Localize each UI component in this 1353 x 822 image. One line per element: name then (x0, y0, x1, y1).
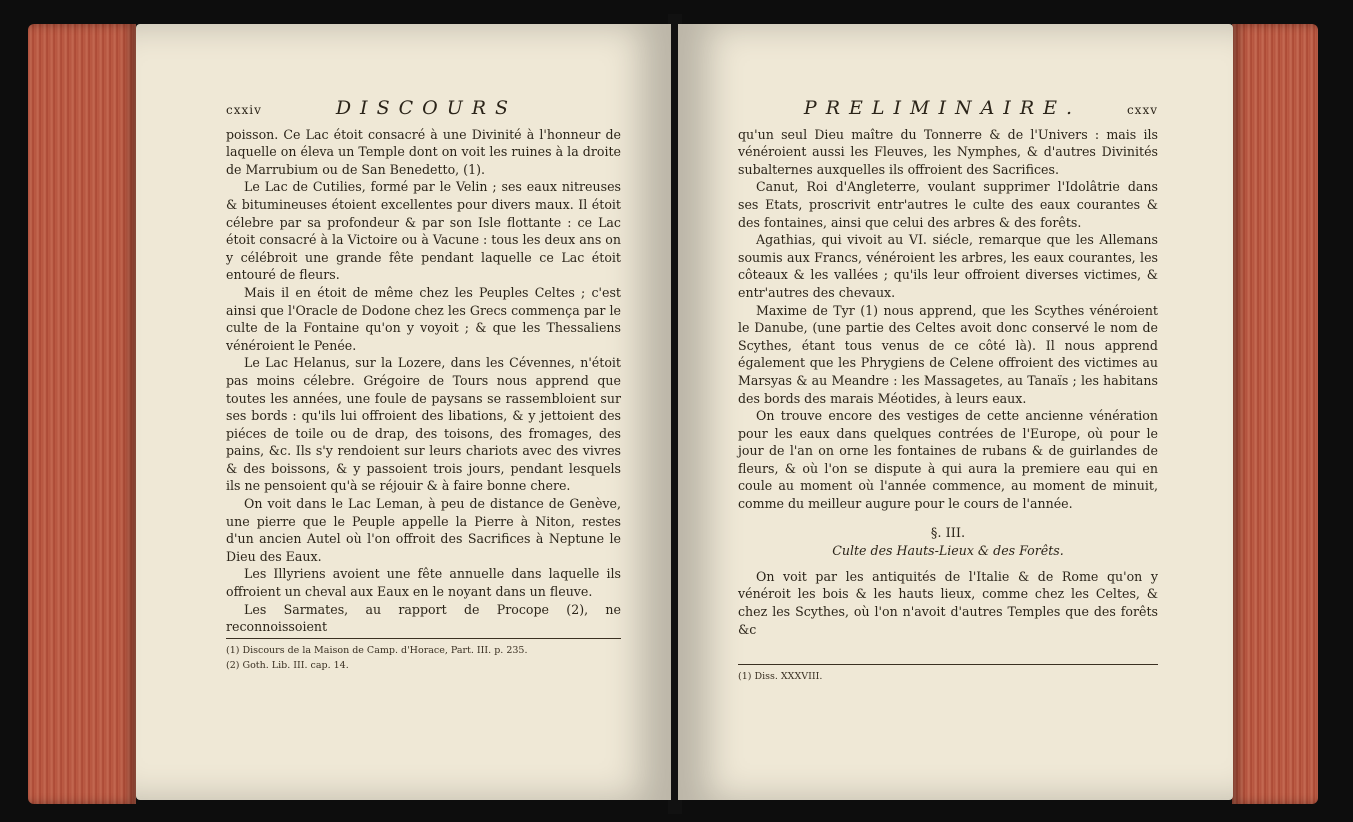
right-paragraph-4: Maxime de Tyr (1) nous apprend, que les Scythes vénéroient le Danube, (une partie des Celtes avoit donc conservé le nom de Scythes, étant tous venus de ce côté là). Il nous apprend également que les Phrygiens de Celene offroient des victimes au Marsyas & au Meandre : les Massagetes, au Tanaïs ; les habitans des bords des marais Méotides, à leurs eaux. (738, 302, 1158, 406)
right-running-head (738, 97, 1158, 120)
right-page-edges (1232, 24, 1318, 804)
right-page-number: cxxv (1126, 103, 1158, 117)
left-page-number: cxxiv (226, 103, 262, 117)
right-paragraph-1: qu'un seul Dieu maître du Tonnerre & de l'Univers : mais ils vénéroient aussi les Fleuves, les Nymphes, & d'autres Divinités subalternes auxquelles ils offroient des Sacrifices. (738, 126, 1158, 177)
right-footnote-1: (1) Diss. XXXVIII. (738, 671, 823, 682)
left-paragraph-5: On voit dans le Lac Leman, à peu de distance de Genève, une pierre que le Peuple appelle la Pierre à Niton, restes d'un ancien Autel où l'on offroit des Sacrifices à Neptune le Dieu des Eaux. (226, 496, 621, 564)
section-subtitle: Culte des Hauts-Lieux & des Forêts. (832, 543, 1064, 559)
section-heading: §. III. (930, 525, 966, 541)
left-page-edges (28, 24, 136, 804)
left-page (136, 24, 671, 800)
left-running-title: DISCOURS (335, 97, 518, 119)
left-paragraph-1: poisson. Ce Lac étoit consacré à une Divinité à l'honneur de laquelle on éleva un Temple dont on voit les ruines à la droite de Marrubium ou de San Benedetto, (1). (226, 126, 621, 177)
left-paragraph-7: Les Sarmates, au rapport de Procope (2), ne reconnoissoient (226, 601, 621, 635)
left-paragraph-4: Le Lac Helanus, sur la Lozere, dans les Cévennes, n'étoit pas moins célebre. Grégoire de Tours nous apprend que toutes les années, une foule de paysans se rassembloient sur ses bords : qu'ils lui offroient des libations, & y jettoient des piéces de toile ou de drap, des toisons, des fromages, des pains, &c. Ils s'y rendoient sur leurs chariots avec des vivres & des boissons, & y passoient trois jours, pendant lesquels ils ne pensoient qu'à se réjouir & à faire bonne chere. (226, 355, 621, 494)
open-book (28, 14, 1328, 814)
right-running-title: PRELIMINAIRE. (803, 97, 1082, 119)
right-paragraph-3: Agathias, qui vivoit au VI. siécle, remarque que les Allemans soumis aux Francs, vénéroient les arbres, les eaux courantes, les côteaux & les vallées ; qu'ils leur offroient diverses victimes, & entr'autres des chevaux. (738, 232, 1158, 300)
left-paragraph-6: Les Illyriens avoient une fête annuelle dans laquelle ils offroient un cheval aux Eaux en le noyant dans un fleuve. (226, 566, 621, 600)
right-page (678, 24, 1233, 800)
right-page-text (738, 97, 1158, 638)
right-paragraph-2: Canut, Roi d'Angleterre, voulant supprimer l'Idolâtrie dans ses Etats, proscrivit entr'autres le culte des eaux courantes & des fontaines, ainsi que celui des arbres & des forêts. (738, 179, 1158, 230)
left-footnote-1: (1) Discours de la Maison de Camp. d'Horace, Part. III. p. 235. (226, 645, 528, 656)
right-paragraph-5: On trouve encore des vestiges de cette ancienne vénération pour les eaux dans quelques contrées de l'Europe, où pour le jour de l'an on orne les fontaines de rubans & de guirlandes de fleurs, & où l'on se dispute à qui aura la premiere eau qui en coule au moment où l'année commence, au moment de minuit, comme du meilleur augure pour le cours de l'année. (738, 408, 1158, 512)
right-footnotes (738, 664, 1158, 684)
left-running-head (226, 97, 621, 120)
left-footnote-2: (2) Goth. Lib. III. cap. 14. (226, 660, 349, 671)
left-paragraph-3: Mais il en étoit de même chez les Peuples Celtes ; c'est ainsi que l'Oracle de Dodone chez les Grecs commença par le culte de la Fontaine qu'on y voyoit ; & que les Thessaliens vénéroient le Penée. (226, 284, 621, 353)
section-paragraph: On voit par les antiquités de l'Italie & de Rome qu'on y vénéroit les bois & les hauts lieux, comme chez les Celtes, & chez les Scythes, où l'on n'avoit d'autres Temples que des forêts &c (738, 568, 1158, 637)
left-page-text (226, 97, 621, 636)
left-footnotes (226, 638, 621, 673)
left-paragraph-2: Le Lac de Cutilies, formé par le Velin ; ses eaux nitreuses & bitumineuses étoient excellentes pour divers maux. Il étoit célebre par sa profondeur & par son Isle flottante : ce Lac étoit consacré à la Victoire ou à Vacune : tous les deux ans on y célébroit une grande fête pendant laquelle ce Lac étoit entouré de fleurs. (226, 179, 621, 283)
